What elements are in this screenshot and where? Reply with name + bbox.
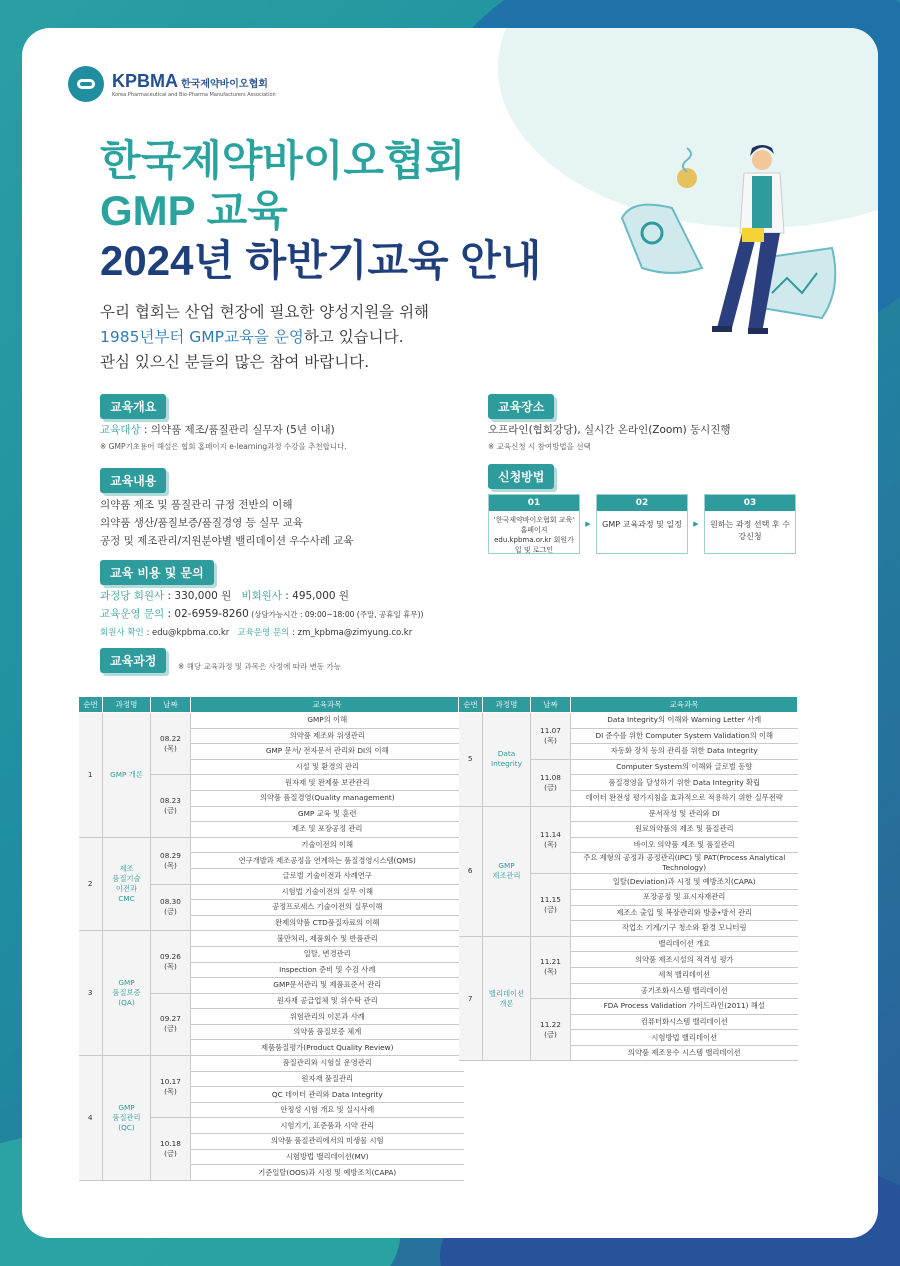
- course-no: 4: [79, 1056, 103, 1181]
- overview-target: [100, 421, 335, 439]
- scientist-illustration: [612, 118, 862, 398]
- logo-name: KPBMA: [112, 70, 178, 91]
- course-no: 6: [459, 806, 483, 936]
- course-subject: 의약품 품질경영(Quality management): [191, 790, 464, 806]
- course-subject: 기준일탈(OOS)과 시정 및 예방조치(CAPA): [191, 1165, 464, 1181]
- course-subject: 품질경영을 달성하기 위한 Data Integrity 확립: [571, 775, 798, 791]
- course-subject: 원자재 및 완제품 보관관리: [191, 775, 464, 791]
- table-row: [79, 931, 464, 947]
- table-row: [79, 837, 464, 853]
- course-date: 11.07 (목): [531, 713, 571, 760]
- course-date: 08.22 (목): [151, 713, 191, 775]
- header-subject: 교육과목: [571, 697, 798, 713]
- course-subject: Inspection 준비 및 수검 사례: [191, 962, 464, 978]
- course-subject: 원료의약품의 제조 및 품질관리: [571, 822, 798, 838]
- header-date: 날짜: [151, 697, 191, 713]
- course-name: GMP 개론: [103, 713, 151, 838]
- course-subject: 위험관리의 이론과 사례: [191, 1009, 464, 1025]
- intro-highlight: 1985년부터 GMP교육을 운영: [100, 328, 304, 346]
- course-subject: 주요 제형의 공정과 공정관리(IPC) 및 PAT(Process Analytical Technology): [571, 853, 798, 874]
- course-subject: 세척 밸리데이션: [571, 967, 798, 983]
- course-subject: 시험법 기술이전의 실무 이해: [191, 884, 464, 900]
- course-date: 11.08 (금): [531, 759, 571, 806]
- title-line-3: 2024년 하반기교육 안내: [100, 237, 542, 284]
- course-subject: 안정성 시험 개요 및 실시사례: [191, 1102, 464, 1118]
- course-subject: 포장공정 및 표시자재관리: [571, 889, 798, 905]
- course-subject: Computer System의 이해와 글로벌 동향: [571, 759, 798, 775]
- location-badge: 교육장소: [488, 394, 554, 419]
- course-date: 10.17 (목): [151, 1056, 191, 1118]
- header-date: 날짜: [531, 697, 571, 713]
- intro-text: [100, 300, 429, 375]
- course-name: GMP 품질관리 (QC): [103, 1056, 151, 1181]
- course-subject: 문서작성 및 관리와 DI: [571, 806, 798, 822]
- apply-badge: 신청방법: [488, 464, 554, 489]
- poster-card: [22, 28, 878, 1238]
- title-line-2: GMP 교육: [100, 187, 288, 234]
- course-subject: 컴퓨터화시스템 밸리데이션: [571, 1014, 798, 1030]
- course-date: 11.22 (금): [531, 999, 571, 1061]
- course-subject: 제조 및 포장공정 관리: [191, 822, 464, 838]
- course-no: 3: [79, 931, 103, 1056]
- target-text: : 의약품 제조/품질관리 실무자 (5년 이내): [140, 424, 335, 436]
- course-table-left: [78, 696, 464, 1181]
- course-no: 1: [79, 713, 103, 838]
- course-subject: 시험방법 밸리데이션: [571, 1030, 798, 1046]
- course-subject: 밸리데이션 개요: [571, 936, 798, 952]
- course-subject: 일탈(Deviation)과 시정 및 예방조치(CAPA): [571, 874, 798, 890]
- course-subject: 완제의약품 CTD품질자료의 이해: [191, 915, 464, 931]
- apply-steps: [488, 494, 796, 554]
- course-no: 5: [459, 713, 483, 807]
- course-subject: 글로벌 기술이전과 사례연구: [191, 868, 464, 884]
- location-text: 오프라인(협회강당), 실시간 온라인(Zoom) 동시진행: [488, 424, 731, 436]
- course-subject: 일탈, 변경관리: [191, 946, 464, 962]
- logo-sub: Korea Pharmaceutical and Bio-Pharma Manufacturers Association: [112, 91, 276, 98]
- course-subject: 의약품 제조용수 시스템 밸리데이션: [571, 1045, 798, 1061]
- course-subject: 작업소 기계/기구 청소와 환경 모니터링: [571, 921, 798, 937]
- content-badge: 교육내용: [100, 468, 166, 493]
- course-subject: 제조소 출입 및 복장관리와 방충•방서 관리: [571, 905, 798, 921]
- course-table-right: [458, 696, 798, 1061]
- header-no: 순번: [79, 697, 103, 713]
- intro-line-3: 관심 있으신 분들의 많은 참여 바랍니다.: [100, 353, 370, 371]
- course-subject: 의약품 제조시설의 적격성 평가: [571, 952, 798, 968]
- table-row: [79, 1056, 464, 1072]
- cost-badge: 교육 비용 및 문의: [100, 560, 214, 585]
- intro-line-1: 우리 협회는 산업 현장에 필요한 양성지원을 위해: [100, 303, 430, 321]
- overview-note: ※ GMP기초용어 해설은 협회 홈페이지 e-learning과정 수강을 추천합니다.: [100, 442, 347, 451]
- course-date: 08.30 (금): [151, 884, 191, 931]
- course-subject: 시설 및 환경의 관리: [191, 759, 464, 775]
- course-subject: QC 데이터 관리와 Data Integrity: [191, 1087, 464, 1103]
- course-subject: 시험방법 밸리데이션(MV): [191, 1149, 464, 1165]
- course-subject: 기술이전의 이해: [191, 837, 464, 853]
- content-item: 의약품 제조 및 품질관리 규정 전반의 이해: [100, 499, 293, 511]
- logo-kr: 한국제약바이오협회: [181, 78, 268, 90]
- header-name: 과정명: [103, 697, 151, 713]
- course-date: 09.27 (금): [151, 993, 191, 1055]
- cost-info: 과정당 회원사 : 330,000 원 비회원사 : 495,000 원 교육운영 문의 : 02-6959-8260 (상담가능시간 : 09:00~18:00 (주말, 공휴일 휴무)) 회원사 확인 : edu@kpbma.co.kr 교육운영 문의 : zm_kpbma@zimyung.co.kr: [100, 590, 424, 638]
- course-subject: GMP문서관리 및 제품표준서 관리: [191, 978, 464, 994]
- course-subject: 공정프로세스 기술이전의 실무이해: [191, 900, 464, 916]
- course-name: Data Integrity: [483, 713, 531, 807]
- course-badge: 교육과정: [100, 648, 166, 673]
- course-subject: 공기조화시스템 밸리데이션: [571, 983, 798, 999]
- page-title: [100, 136, 541, 286]
- course-subject: 데이터 완전성 평가지침을 효과적으로 적용하기 위한 실무전략: [571, 790, 798, 806]
- arrow-right-icon: ▶: [585, 520, 591, 528]
- course-name: 제조 품질기술 이전과 CMC: [103, 837, 151, 931]
- logo: [68, 66, 276, 102]
- course-subject: 불만처리, 제품회수 및 반품관리: [191, 931, 464, 947]
- course-subject: GMP의 이해: [191, 713, 464, 729]
- course-date: 11.21 (목): [531, 936, 571, 998]
- table-row: [459, 936, 798, 952]
- content-item: 의약품 생산/품질보증/품질경영 등 실무 교육: [100, 517, 303, 529]
- location-note: ※ 교육신청 시 참여방법을 선택: [488, 442, 591, 451]
- title-line-1: 한국제약바이오협회: [100, 137, 466, 184]
- course-subject: GMP 문서/ 전자문서 관리와 DI의 이해: [191, 744, 464, 760]
- course-subject: Data Integrity의 이해와 Warning Letter 사례: [571, 713, 798, 729]
- intro-line-2: 하고 있습니다.: [303, 328, 404, 346]
- header-subject: 교육과목: [191, 697, 464, 713]
- course-date: 11.15 (금): [531, 874, 571, 936]
- course-note: ※ 해당 교육과정 및 과목은 사정에 따라 변동 가능: [178, 662, 342, 671]
- course-subject: 연구개발과 제조공정을 연계하는 품질경영시스템(QMS): [191, 853, 464, 869]
- apply-step: 02 GMP 교육과정 및 일정: [596, 494, 688, 554]
- course-date: 09.26 (목): [151, 931, 191, 993]
- table-row: [459, 806, 798, 822]
- table-row: [459, 713, 798, 729]
- course-subject: GMP 교육 및 훈련: [191, 806, 464, 822]
- course-subject: 품질관리와 시험실 운영관리: [191, 1056, 464, 1072]
- course-subject: 바이오 의약품 제조 및 품질관리: [571, 837, 798, 853]
- course-subject: 자동화 장치 등의 관리를 위한 Data Integrity: [571, 744, 798, 760]
- arrow-right-icon: ▶: [693, 520, 699, 528]
- course-subject: FDA Process Validation 가이드라인(2011) 해설: [571, 999, 798, 1015]
- course-date: 08.23 (금): [151, 775, 191, 837]
- course-subject: 시험기기, 표준품과 시약 관리: [191, 1118, 464, 1134]
- header-no: 순번: [459, 697, 483, 713]
- course-date: 10.18 (금): [151, 1118, 191, 1180]
- course-subject: 의약품 제조와 위생관리: [191, 728, 464, 744]
- target-label: 교육대상: [100, 424, 141, 436]
- course-subject: DI 준수를 위한 Computer System Validation의 이해: [571, 728, 798, 744]
- course-date: 11.14 (목): [531, 806, 571, 874]
- apply-step: 01 '한국제약바이오협회 교육' 홈페이지 edu.kpbma.or.kr 회원가입 및 로그인: [488, 494, 580, 554]
- course-date: 08.29 (목): [151, 837, 191, 884]
- course-name: GMP 품질보증 (QA): [103, 931, 151, 1056]
- apply-step: 03 원하는 과정 선택 후 수강신청: [704, 494, 796, 554]
- content-item: 공정 및 제조관리/지원분야별 밸리데이션 우수사례 교육: [100, 535, 354, 547]
- course-subject: 의약품 품질관리에서의 미생물 시험: [191, 1134, 464, 1150]
- course-subject: 원자재 공급업체 및 위수탁 관리: [191, 993, 464, 1009]
- course-subject: 의약품 품질보증 체계: [191, 1024, 464, 1040]
- header-name: 과정명: [483, 697, 531, 713]
- course-name: 밸리데이션 개론: [483, 936, 531, 1061]
- table-row: [79, 713, 464, 729]
- course-no: 7: [459, 936, 483, 1061]
- course-name: GMP 제조관리: [483, 806, 531, 936]
- course-subject: 제품품질평가(Product Quality Review): [191, 1040, 464, 1056]
- course-subject: 원자재 품질관리: [191, 1071, 464, 1087]
- overview-badge: 교육개요: [100, 394, 166, 419]
- kpbma-logo-icon: [68, 66, 104, 102]
- course-no: 2: [79, 837, 103, 931]
- content-list: [100, 496, 354, 550]
